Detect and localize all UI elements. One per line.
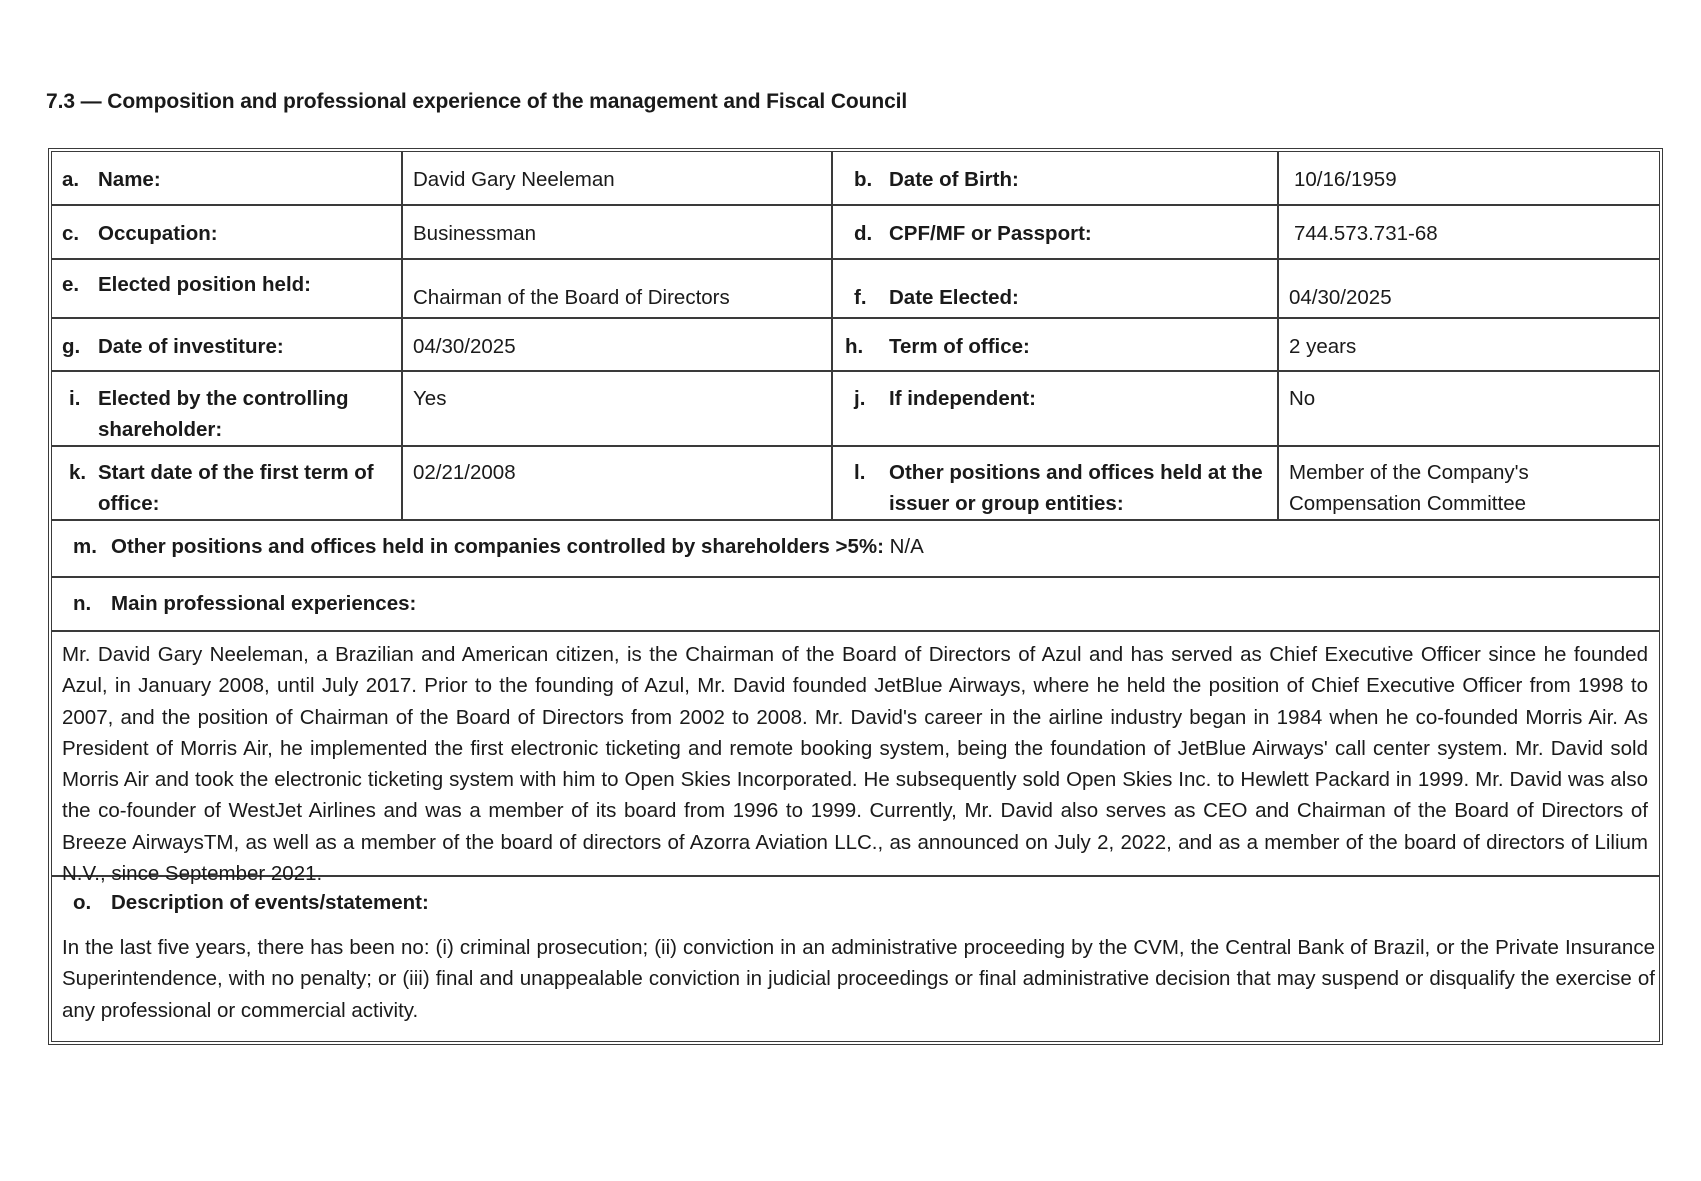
value-occupation: Businessman: [413, 222, 537, 245]
value-other-positions-controlled-companies: N/A: [889, 535, 924, 558]
label-other-positions-controlled-companies: Other positions and offices held in companies controlled by shareholders >5%:: [111, 535, 884, 558]
label-main-professional-experiences: Main professional experiences:: [111, 592, 417, 615]
table-row: [51, 446, 1660, 520]
table-row: [51, 205, 1660, 259]
label-elected-position: e. Elected position held:: [62, 273, 311, 296]
label-date-of-investiture: g. Date of investiture:: [62, 335, 284, 358]
row-letter: m.: [73, 535, 97, 558]
table-row: [51, 318, 1660, 371]
row-main-professional-experiences: [52, 578, 1659, 629]
professional-experience-text: Mr. David Gary Neeleman, a Brazilian and American citizen, is the Chairman of the Board of Directors of Azul and has served as Chief Executive Officer since he founded Azul, in January 2008, until July 2017. Prior to the founding of Azul, Mr. David founded JetBlue Airways, where he held the position of Chief Executive Officer from 1998 to 2007, and the position of Chairman of the Board of Directors from 2002 to 2008. Mr. David's career in the airline industry began in 1984 when he co-founded Morris Air. As President of Morris Air, he implemented the first electronic ticketing and remote booking system, being the foundation of JetBlue Airways' call center system. Mr. David sold Morris Air and took the electronic ticketing system with him to Open Skies Incorporated. He subsequently sold Open Skies Inc. to Hewlett Packard in 1999. Mr. David was also the co-founder of WestJet Airlines and was a member of its board from 1996 to 1999. Currently, Mr. David also serves as CEO and Chairman of the Board of Directors of Breeze AirwaysTM, as well as a member of the board of directors of Azorra Aviation LLC., as announced on July 2, 2022, and as a member of the board of directors of Lilium N.V., since September 2021.: [62, 643, 1648, 886]
value-term-of-office: 2 years: [1289, 335, 1357, 358]
value-other-positions-issuer: Member of the Company's Compensation Committee: [1289, 461, 1529, 515]
value-date-of-investiture: 04/30/2025: [413, 335, 516, 358]
table-row: [51, 876, 1660, 1042]
info-grid: [51, 151, 1660, 1042]
label-occupation: c. Occupation:: [62, 222, 218, 245]
table-row: [51, 371, 1660, 446]
value-date-of-birth: 10/16/1959: [1294, 168, 1397, 191]
label-elected-by-controlling-shareholder: i. Elected by the controlling shareholder:: [69, 387, 349, 441]
row-letter: o.: [73, 891, 92, 914]
row-letter: n.: [73, 592, 92, 615]
section-heading: 7.3 — Composition and professional experience of the management and Fiscal Council: [46, 90, 908, 113]
label-start-date-first-term: k. Start date of the first term of office:: [69, 461, 374, 515]
label-cpf-passport: d. CPF/MF or Passport:: [854, 222, 1092, 245]
table-row: [51, 520, 1660, 577]
row-other-positions-controlled-companies: [52, 521, 1659, 572]
value-name: David Gary Neeleman: [413, 168, 615, 191]
label-date-of-birth: b. Date of Birth:: [854, 168, 1019, 191]
label-name: a. Name:: [62, 168, 161, 191]
label-if-independent: j. If independent:: [854, 387, 1036, 410]
table-row: [51, 151, 1660, 205]
table-row: [51, 631, 1660, 876]
label-date-elected: f. Date Elected:: [854, 286, 1019, 309]
value-if-independent: No: [1289, 387, 1316, 410]
value-start-date-first-term: 02/21/2008: [413, 461, 516, 484]
value-cpf-passport: 744.573.731-68: [1294, 222, 1438, 245]
label-term-of-office: h. Term of office:: [845, 335, 1030, 358]
value-date-elected: 04/30/2025: [1289, 286, 1392, 309]
label-other-positions-issuer: l. Other positions and offices held at the issuer or group entities:: [854, 461, 1263, 515]
label-description-of-events: Description of events/statement:: [111, 891, 429, 914]
director-info-table: [48, 148, 1663, 1045]
events-statement-text: In the last five years, there has been no: (i) criminal prosecution; (ii) conviction in an administrative proceeding by the CVM, the Central Bank of Brazil, or the Private Insurance Superintendence, with no penalty; or (iii) final and unappealable conviction in judicial proceedings or final administrative decision that may suspend or disqualify the exercise of any professional or commercial activity.: [62, 936, 1655, 1022]
value-elected-position: Chairman of the Board of Directors: [413, 286, 730, 309]
table-row: [51, 577, 1660, 631]
value-elected-by-controlling-shareholder: Yes: [413, 387, 447, 410]
table-row: [51, 259, 1660, 318]
